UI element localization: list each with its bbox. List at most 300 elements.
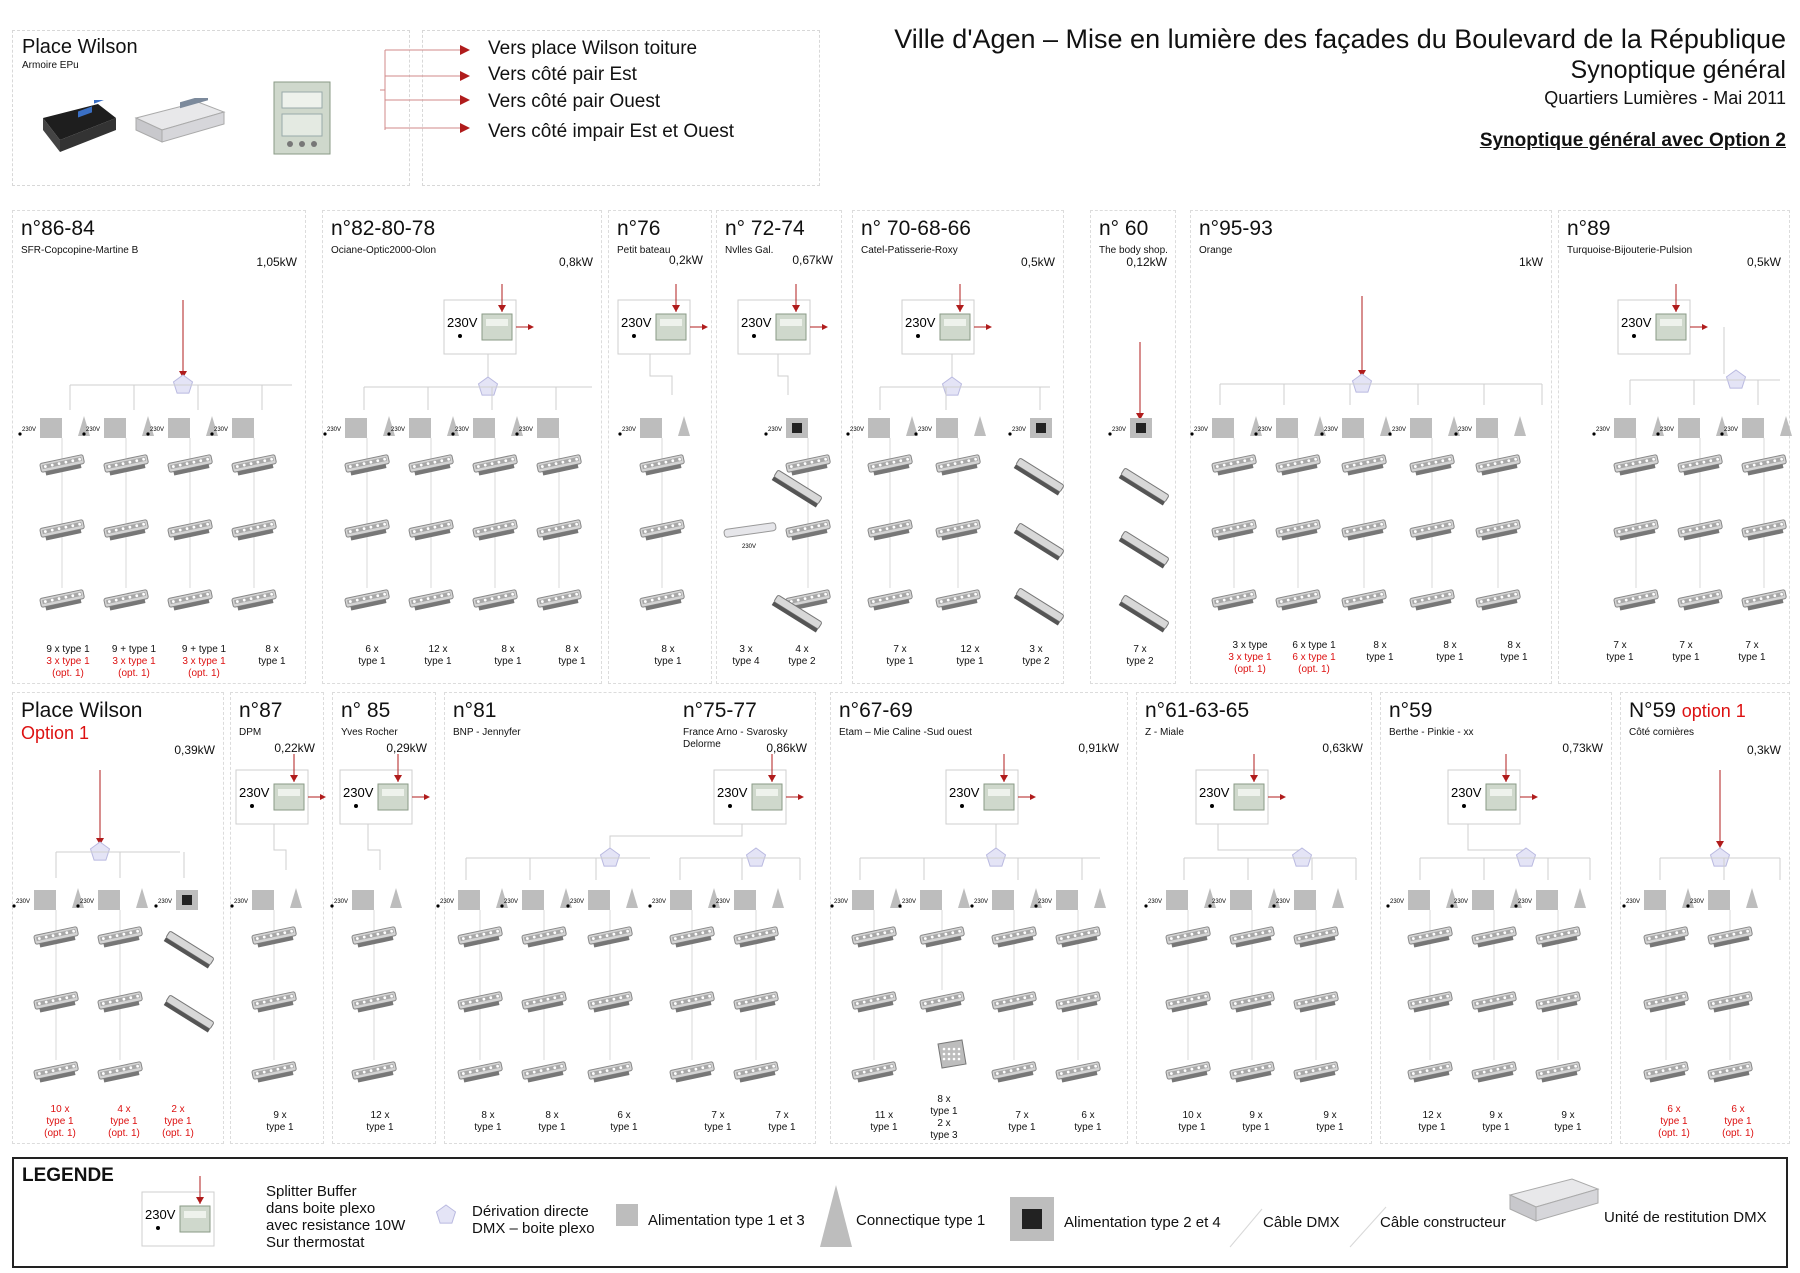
panel-title: n°61-63-65	[1145, 699, 1250, 722]
legend-derivation-line-1: Dérivation directe	[472, 1203, 589, 1220]
supply-230v-label: 230V	[1194, 427, 1209, 433]
count-main2: type 1	[1418, 1122, 1446, 1133]
count-opt: (opt. 1)	[162, 1128, 194, 1139]
count-6-2	[1345, 640, 1415, 664]
legend-alim13-text: Alimentation type 1 et 3	[648, 1212, 805, 1229]
dmx-cable	[1184, 858, 1356, 880]
led-wallwasher-type1	[852, 927, 898, 949]
count-main2: type 1	[870, 1122, 898, 1133]
legend-alim24-text: Alimentation type 2 et 4	[1064, 1214, 1221, 1231]
flood-led	[953, 1048, 956, 1051]
panel-power: 1kW	[1519, 255, 1543, 269]
splitter-module	[752, 784, 782, 810]
supply-230v-label: 230V	[1660, 427, 1675, 433]
panel-title: n°87	[239, 699, 283, 722]
led-wallwasher-type1	[522, 1062, 568, 1084]
dmx-derivation-pentagon	[1727, 370, 1746, 388]
linear-fixture-type4	[724, 522, 777, 537]
count-5-0	[1105, 644, 1175, 668]
count-main: 9 x type 1	[46, 644, 90, 655]
panel-title: n° 70-68-66	[861, 217, 971, 240]
led-wallwasher-type1	[588, 1062, 634, 1084]
led-wallwasher-type1	[1472, 1062, 1518, 1084]
panel-power: 0,22kW	[274, 741, 315, 755]
flood-led	[948, 1058, 951, 1061]
linear-fixture-type2	[164, 995, 214, 1033]
power-supply-box	[640, 418, 662, 438]
count-main2: type 1	[366, 1122, 394, 1133]
power-supply-box	[98, 890, 120, 910]
led-wallwasher-type1	[1276, 590, 1322, 612]
out-arrow	[702, 324, 708, 330]
splitter-module-screen	[382, 789, 404, 796]
power-supply-box	[1408, 890, 1430, 910]
linear-fixture-type2	[1119, 531, 1169, 569]
out-arrow	[1030, 794, 1036, 800]
connector-type1-cone	[560, 888, 572, 908]
led-wallwasher-type1	[1476, 590, 1522, 612]
panel-title: Place Wilson	[21, 699, 143, 722]
led-wallwasher-type1	[1166, 1062, 1212, 1084]
dmx-cable	[860, 858, 1100, 880]
route-label-2: Vers côté pair Est	[488, 64, 637, 85]
led-wallwasher-type1	[1410, 590, 1456, 612]
count-main2: type 1	[1482, 1122, 1510, 1133]
led-wallwasher-type1	[852, 992, 898, 1014]
out-arrow	[528, 324, 534, 330]
splitter-mains-dot	[458, 334, 462, 338]
led-wallwasher-type1	[1678, 520, 1724, 542]
led-wallwasher-type1	[168, 520, 214, 542]
panel-power: 0,91kW	[1078, 741, 1119, 755]
dmx-derivation-pentagon	[91, 842, 110, 860]
panel-subtitle-b: France Arno - Svarosky	[683, 727, 788, 738]
count-main: 9 x	[1249, 1110, 1263, 1121]
power-supply-box	[345, 418, 367, 438]
supply-230v-label: 230V	[570, 899, 585, 905]
led-wallwasher-type1	[458, 1062, 504, 1084]
count-b3-4	[747, 1110, 817, 1134]
panel-subtitle: Nvlles Gal.	[725, 245, 774, 256]
count-main2: type 1	[558, 656, 586, 667]
count-main2: type 1	[956, 656, 984, 667]
count-main2: type 1	[538, 1122, 566, 1133]
count-main: 9 + type 1	[181, 644, 227, 655]
count-main2: type 1	[610, 1122, 638, 1133]
led-wallwasher-type1	[458, 992, 504, 1014]
splitter-mains-dot	[632, 334, 636, 338]
legend-constructeur-text: Câble constructeur	[1380, 1214, 1506, 1231]
power-supply-box	[1644, 890, 1666, 910]
dmx-derivation-pentagon	[1517, 848, 1536, 866]
panel-title: n°86-84	[21, 217, 95, 240]
supply-230v-label: 230V	[1454, 899, 1469, 905]
splitter-mains-dot	[1462, 804, 1466, 808]
legend-splitter-line-3: avec resistance 10W	[266, 1217, 406, 1234]
power-supply-box	[992, 890, 1014, 910]
flood-body	[938, 1040, 966, 1068]
led-wallwasher-type1	[40, 520, 86, 542]
count-0-3	[237, 644, 307, 668]
supply-230v-label: 230V	[455, 427, 470, 433]
splitter-module	[984, 784, 1014, 810]
count-main: 8 x	[1507, 640, 1521, 651]
splitter-mains-dot	[354, 804, 358, 808]
out-arrow	[822, 324, 828, 330]
splitter-mains-dot	[728, 804, 732, 808]
out-arrow	[1532, 794, 1538, 800]
fixture2-body	[166, 931, 214, 965]
supply-230v-label: 230V	[918, 427, 933, 433]
led-wallwasher-type1	[920, 992, 966, 1014]
count-main: 9 x	[1489, 1110, 1503, 1121]
led-wallwasher-type1	[670, 1062, 716, 1084]
connector-type1-cone	[1314, 416, 1326, 436]
legend-splitter-line-1: Splitter Buffer	[266, 1183, 357, 1200]
panel-title: n°59	[1389, 699, 1433, 722]
linear-fixture-type2	[1119, 468, 1169, 506]
power-supply-box	[168, 418, 190, 438]
feed-arrow	[1716, 841, 1724, 848]
legend-derivation-line-2: DMX – boite plexo	[472, 1220, 595, 1237]
power-supply-box	[1342, 418, 1364, 438]
splitter-230v-label: 230V	[239, 785, 270, 800]
splitter-mains-dot	[250, 804, 254, 808]
count-main2: type 1	[1672, 652, 1700, 663]
dmx-cable	[1468, 824, 1526, 850]
count-3-1	[767, 644, 837, 668]
panel-subtitle: SFR-Copcopine-Martine B	[21, 245, 139, 256]
panel-subtitle: BNP - Jennyfer	[453, 727, 521, 738]
led-wallwasher-type1	[1410, 455, 1456, 477]
supply-230v-label: 230V	[1258, 427, 1273, 433]
count-main2: type 1	[654, 656, 682, 667]
led-wallwasher-type1	[992, 1062, 1038, 1084]
panel-power: 0,67kW	[792, 253, 833, 267]
count-red: 6 x	[1667, 1104, 1681, 1115]
led-wallwasher-type1	[40, 590, 86, 612]
count-b3-3	[683, 1110, 753, 1134]
route-label-4: Vers côté impair Est et Ouest	[488, 121, 735, 142]
led-wallwasher-type1	[352, 927, 398, 949]
count-main: 6 x type 1	[1292, 640, 1336, 651]
splitter-module	[1234, 784, 1264, 810]
fixture4-230v-label: 230V	[742, 544, 757, 550]
count-main: 9 x	[1561, 1110, 1575, 1121]
dmx-cable	[1220, 384, 1542, 405]
count-main: 7 x	[1613, 640, 1627, 651]
splitter-230v-label: 230V	[621, 315, 652, 330]
splitter-module	[274, 784, 304, 810]
flood-led	[943, 1058, 946, 1061]
power-supply-box	[252, 890, 274, 910]
count-main2: type 1	[1606, 652, 1634, 663]
supply-230v-label: 230V	[834, 899, 849, 905]
count-6-3	[1415, 640, 1485, 664]
supply-230v-label: 230V	[1276, 899, 1291, 905]
power-supply-box	[1678, 418, 1700, 438]
count-main2: type 1	[358, 656, 386, 667]
led-wallwasher-type1	[1742, 520, 1788, 542]
led-wallwasher-type1	[1614, 520, 1660, 542]
dmx-derivation-pentagon	[1293, 848, 1312, 866]
linear-fixture-type2	[1014, 523, 1064, 561]
led-wallwasher-type1	[409, 590, 455, 612]
legend-splitter-line-4: Sur thermostat	[266, 1234, 365, 1251]
splitter-mains-dot	[752, 334, 756, 338]
led-wallwasher-type1	[1644, 927, 1690, 949]
out-arrow	[320, 794, 326, 800]
count-main2: type 1	[494, 656, 522, 667]
panel-option-label: Option 1	[21, 723, 90, 743]
power-supply-box	[1410, 418, 1432, 438]
count-main2: type 2	[1022, 656, 1050, 667]
led-wallwasher-type1	[458, 927, 504, 949]
led-wallwasher-type1	[473, 520, 519, 542]
count-red2: type 1	[110, 1116, 138, 1127]
splitter-mains-dot	[1210, 804, 1214, 808]
supply-230v-label: 230V	[902, 899, 917, 905]
legend-splitter-text	[266, 1183, 405, 1251]
led-wallwasher-type1	[640, 520, 686, 542]
count-main: 8 x	[661, 644, 675, 655]
count-main2: type 1	[424, 656, 452, 667]
count-red: 2 x	[171, 1104, 185, 1115]
led-wallwasher-type1	[537, 520, 583, 542]
count-0-2	[169, 644, 239, 680]
led-wallwasher-type1	[1536, 927, 1582, 949]
led-wallwasher-type1	[1342, 590, 1388, 612]
led-wallwasher-type1	[252, 1062, 298, 1084]
power-supply-box	[1476, 418, 1498, 438]
led-wallwasher-type1	[1614, 590, 1660, 612]
count-opt: (opt. 1)	[118, 668, 150, 679]
legend-connect-text: Connectique type 1	[856, 1212, 986, 1229]
led-wallwasher-type1	[1678, 590, 1724, 612]
power-supply-box	[1230, 890, 1252, 910]
led-wallwasher-type1	[345, 520, 391, 542]
count-opt: (opt. 1)	[1722, 1128, 1754, 1139]
led-wallwasher-type1	[1056, 1062, 1102, 1084]
splitter-module-screen	[660, 319, 682, 326]
count-b1-0	[245, 1110, 315, 1134]
count-main: 7 x	[1015, 1110, 1029, 1121]
panel-power: 0,3kW	[1746, 743, 1781, 757]
connector-type1-cone	[1332, 888, 1344, 908]
led-wallwasher-type1	[1212, 590, 1258, 612]
dmx-derivation-pentagon	[601, 848, 620, 866]
count-main2: type 1	[886, 656, 914, 667]
fixture2-body	[1121, 531, 1169, 565]
count-main2: type 1	[704, 1122, 732, 1133]
count-main2: type 1	[1738, 652, 1766, 663]
led-wallwasher-type1	[522, 927, 568, 949]
count-red: 3 x type 1	[112, 656, 156, 667]
panel-subtitle: The body shop.	[1099, 245, 1168, 256]
power-supply-box	[1166, 890, 1188, 910]
flood-led	[953, 1058, 956, 1061]
count-main2: type 1	[1500, 652, 1528, 663]
panel-title: n°67-69	[839, 699, 913, 722]
led-wallwasher-type1	[1472, 927, 1518, 949]
led-wallwasher-type1	[992, 992, 1038, 1014]
led-wallwasher-type1	[1410, 520, 1456, 542]
splitter-mains-dot	[916, 334, 920, 338]
led-wallwasher-type1	[1644, 1062, 1690, 1084]
supply-230v-label: 230V	[80, 899, 95, 905]
splitter-mains-dot	[960, 804, 964, 808]
count-0-0	[33, 644, 103, 680]
count-opt: (opt. 1)	[1234, 664, 1266, 675]
fixture2-body	[1016, 458, 1064, 492]
count-b4-3	[1053, 1110, 1123, 1134]
power-supply-box	[1294, 890, 1316, 910]
supply-230v-label: 230V	[1518, 899, 1533, 905]
connector-type1-cone	[1448, 416, 1460, 436]
out-arrow	[798, 794, 804, 800]
led-wallwasher-type1	[232, 520, 278, 542]
led-wallwasher-type1	[104, 520, 150, 542]
fixture2-body	[1121, 595, 1169, 629]
splitter-230v-label: 230V	[741, 315, 772, 330]
count-main: 7 x	[775, 1110, 789, 1121]
count-main: 9 x	[1323, 1110, 1337, 1121]
dmx-derivation-pentagon	[1353, 374, 1372, 392]
count-main2: type 1	[1242, 1122, 1270, 1133]
count-main: 3 x type	[1232, 640, 1268, 651]
supply-230v-label: 230V	[391, 427, 406, 433]
supply-230v-label: 230V	[1148, 899, 1163, 905]
led-wallwasher-type1	[1708, 992, 1754, 1014]
count-6-4	[1479, 640, 1549, 664]
connector-type1-cone	[1514, 416, 1526, 436]
count-main: 7 x	[1745, 640, 1759, 651]
led-wallwasher-type1	[1294, 1062, 1340, 1084]
connector-type1-cone	[1574, 888, 1586, 908]
legend-splitter-line-2: dans boite plexo	[266, 1200, 376, 1217]
count-b4-2	[987, 1110, 1057, 1134]
page-title: Ville d'Agen – Mise en lumière des façades du Boulevard de la République	[894, 24, 1786, 54]
route-label-1: Vers place Wilson toiture	[488, 38, 698, 59]
panel-subtitle: Petit bateau	[617, 245, 671, 256]
panel-title: n° 85	[341, 699, 391, 722]
supply-230v-label: 230V	[716, 899, 731, 905]
led-wallwasher-type1	[936, 520, 982, 542]
splitter-module	[378, 784, 408, 810]
led-wallwasher-type1	[992, 927, 1038, 949]
led-wallwasher-type1	[98, 1062, 144, 1084]
count-opt: (opt. 1)	[1298, 664, 1330, 675]
led-wallwasher-type1	[1536, 1062, 1582, 1084]
count-red: 4 x	[117, 1104, 131, 1115]
count-4-2	[1001, 644, 1071, 668]
led-wallwasher-type1	[40, 455, 86, 477]
supply-230v-label: 230V	[622, 427, 637, 433]
led-wallwasher-type1	[34, 992, 80, 1014]
led-wallwasher-type1	[1408, 992, 1454, 1014]
power-supply-box	[670, 890, 692, 910]
dmx-cable	[650, 354, 672, 395]
count-1-0	[337, 644, 407, 668]
panel-subtitle: Côté cornières	[1629, 727, 1695, 738]
count-main2: type 1	[1074, 1122, 1102, 1133]
count-opt: (opt. 1)	[52, 668, 84, 679]
fixture2-body	[1016, 523, 1064, 557]
panel-subtitle: Catel-Patisserie-Roxy	[861, 245, 958, 256]
supply-230v-label: 230V	[86, 427, 101, 433]
power-supply-box	[458, 890, 480, 910]
splitter-230v-label: 230V	[343, 785, 374, 800]
count-main2: type 1	[930, 1106, 958, 1117]
splitter-module-screen	[756, 789, 778, 796]
supply-230v-label: 230V	[214, 427, 229, 433]
connector-type1-cone	[772, 888, 784, 908]
count-b3-2	[589, 1110, 659, 1134]
supply-230v-label: 230V	[440, 899, 455, 905]
fixture2-body	[166, 995, 214, 1029]
led-wallwasher-type1	[252, 992, 298, 1014]
splitter-module	[940, 314, 970, 340]
count-b4-1	[909, 1094, 979, 1142]
led-wallwasher-type1	[670, 992, 716, 1014]
led-wallwasher-type1	[588, 992, 634, 1014]
supply-230v-label: 230V	[150, 427, 165, 433]
panel-option-label: option 1	[1681, 701, 1746, 721]
led-wallwasher-type1	[1614, 455, 1660, 477]
flood-led	[958, 1058, 961, 1061]
led-wallwasher-type1	[936, 455, 982, 477]
led-wallwasher-type1	[34, 927, 80, 949]
panel-subtitle: Z - Miale	[1145, 727, 1184, 738]
count-b0-0	[25, 1104, 95, 1140]
count-red: 10 x	[50, 1104, 70, 1115]
power-supply-box	[920, 890, 942, 910]
count-main: 7 x	[1679, 640, 1693, 651]
count-main: 3 x	[739, 644, 753, 655]
count-main: 8 x	[481, 1110, 495, 1121]
fixture2-body	[1121, 468, 1169, 502]
count-red: 6 x type 1	[1292, 652, 1336, 663]
connector-type1-cone	[290, 888, 302, 908]
led-wallwasher-type1	[1230, 927, 1276, 949]
splitter-module-screen	[278, 789, 300, 796]
floodlight-type3	[938, 1040, 966, 1068]
panel-title: n°89	[1567, 217, 1611, 240]
panel-title-main: N°59	[1629, 699, 1676, 722]
count-main: 8 x	[937, 1094, 951, 1105]
power-supply-box	[1276, 418, 1298, 438]
power-supply-box	[352, 890, 374, 910]
dmx-cable	[56, 852, 184, 878]
supply-230v-label: 230V	[1626, 899, 1641, 905]
led-wallwasher-type1	[1212, 520, 1258, 542]
dmx-derivation-pentagon	[943, 377, 962, 395]
panel-title: n° 60	[1099, 217, 1149, 240]
connector-type1-cone	[1094, 888, 1106, 908]
power-supply-box	[232, 418, 254, 438]
count-b0-2	[143, 1104, 213, 1140]
out-arrow	[1702, 324, 1708, 330]
led-wallwasher-type1	[1476, 455, 1522, 477]
count-red2: type 1	[1660, 1116, 1688, 1127]
panel-subtitle: Ociane-Optic2000-Olon	[331, 245, 437, 256]
led-wallwasher-type1	[786, 455, 832, 477]
splitter-module-screen	[944, 319, 966, 326]
led-wallwasher-type1	[104, 455, 150, 477]
splitter-module-screen	[780, 319, 802, 326]
panel-subtitle: Yves Rocher	[341, 727, 398, 738]
splitter-module	[1486, 784, 1516, 810]
